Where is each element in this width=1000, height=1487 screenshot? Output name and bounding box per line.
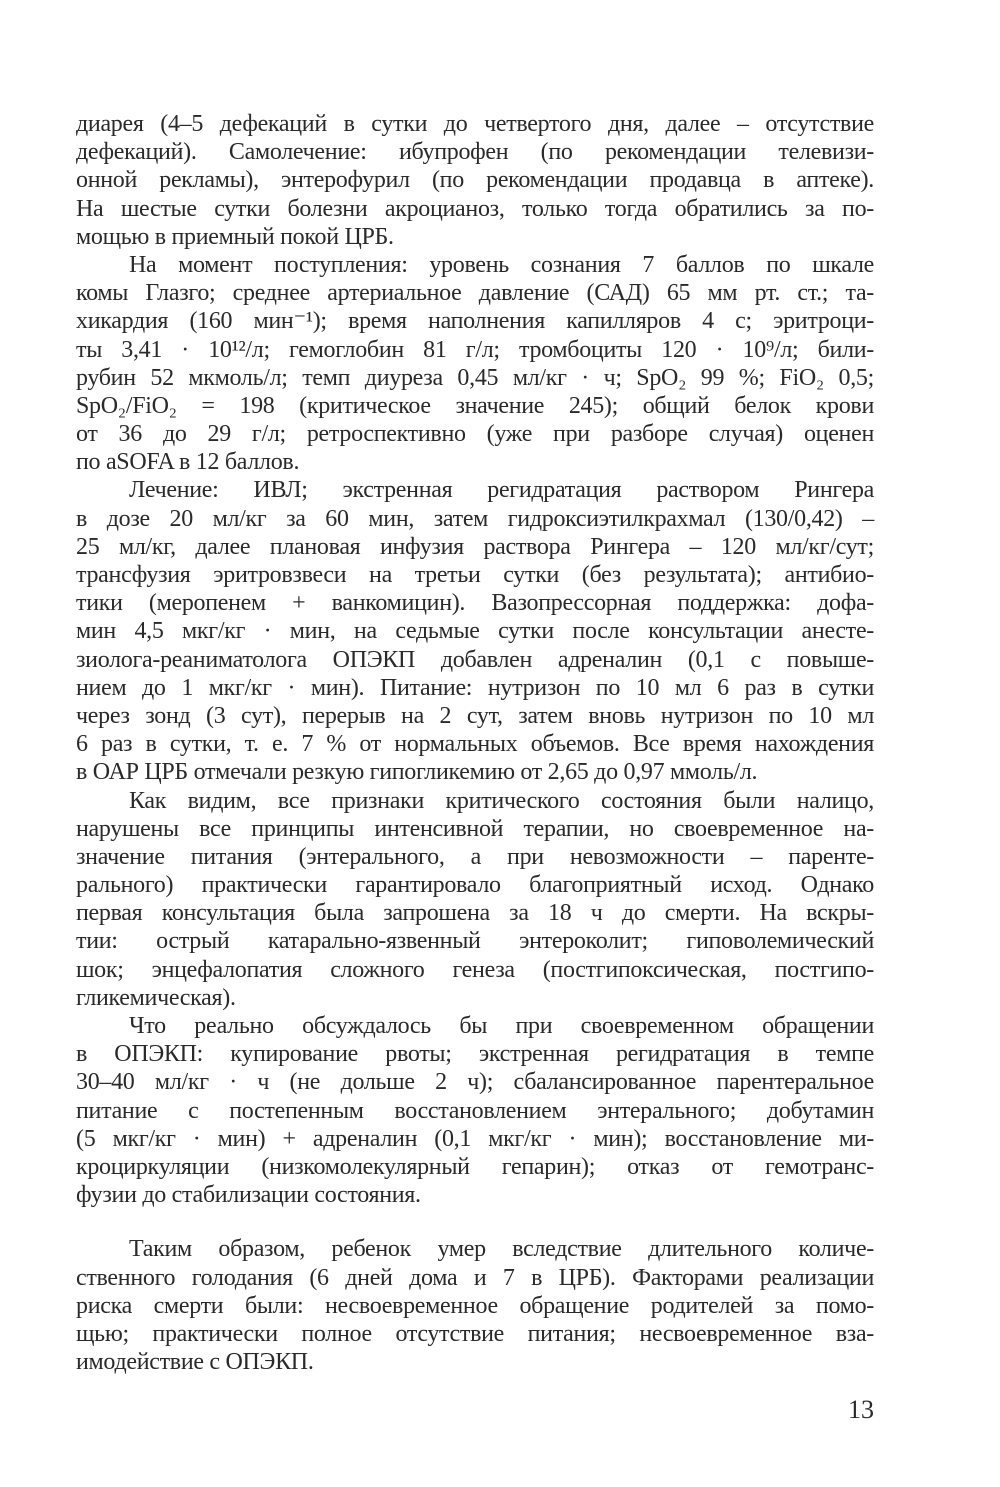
paragraph-spacer bbox=[76, 1209, 874, 1235]
text-line: тики (меропенем + ванкомицин). Вазопрессорная поддержка: дофа- bbox=[76, 590, 874, 617]
text-line: риска смерти были: несвоевременное обращение родителей за помо- bbox=[76, 1292, 874, 1319]
text-line: трансфузия эритровзвеси на третьи сутки (без результата); антибио- bbox=[76, 562, 874, 588]
paragraph-conclusion bbox=[76, 1235, 874, 1376]
text-line: рального) практически гарантировало благоприятный исход. Однако bbox=[76, 872, 874, 899]
text-line: первая консультация была запрошена за 18 ч до смерти. На вскры- bbox=[76, 900, 874, 927]
paragraph-analysis bbox=[76, 787, 874, 1013]
text-line: гликемическая). bbox=[76, 984, 236, 1011]
text-line: онной рекламы), энтерофурил (по рекомендации продавца в аптеке). bbox=[76, 167, 874, 194]
text-line: Как видим, все признаки критического состояния были налицо, bbox=[129, 787, 874, 814]
text-line: тии: острый катарально-язвенный энтероколит; гиповолемический bbox=[76, 928, 874, 955]
text-line: рубин 52 мкмоль/л; темп диуреза 0,45 мл/кг · ч; SpO₂ 99 %; FiO₂ 0,5; bbox=[76, 364, 874, 391]
text-line: имодействие с ОПЭКП. bbox=[76, 1349, 314, 1376]
text-line: от 36 до 29 г/л; ретроспективно (уже при разборе случая) оценен bbox=[76, 421, 874, 448]
text-line: Что реально обсуждалось бы при своевременном обращении bbox=[129, 1013, 874, 1039]
text-line: 6 раз в сутки, т. е. 7 % от нормальных объемов. Все время нахождения bbox=[76, 731, 874, 758]
text-line: ственного голодания (6 дней дома и 7 в ЦРБ). Факторами реализации bbox=[76, 1264, 874, 1291]
paragraph-treatment bbox=[76, 476, 874, 786]
text-line: в ОАР ЦРБ отмечали резкую гипогликемию от 2,65 до 0,97 ммоль/л. bbox=[76, 759, 758, 786]
paragraph-admission-status bbox=[76, 251, 874, 477]
text-line: дефекаций). Самолечение: ибупрофен (по рекомендации телевизи- bbox=[76, 139, 874, 166]
text-line: На шестые сутки болезни акроцианоз, только тогда обратились за по- bbox=[76, 195, 874, 222]
text-line: Таким образом, ребенок умер вследствие длительного количе- bbox=[129, 1236, 874, 1263]
text-line: комы Глазго; среднее артериальное давление (САД) 65 мм рт. ст.; та- bbox=[76, 280, 874, 307]
page-body bbox=[76, 110, 874, 1376]
text-line: 30–40 мл/кг · ч (не дольше 2 ч); сбалансированное парентеральное bbox=[76, 1069, 874, 1096]
text-line: диарея (4–5 дефекаций в сутки до четвертого дня, далее – отсутствие bbox=[76, 111, 874, 137]
text-line: зиолога-реаниматолога ОПЭКП добавлен адреналин (0,1 с повыше- bbox=[76, 646, 874, 673]
text-line: мощью в приемный покой ЦРБ. bbox=[76, 223, 394, 250]
paragraph-recommendations bbox=[76, 1012, 874, 1209]
text-line: (5 мкг/кг · мин) + адреналин (0,1 мкг/кг · мин); восстановление ми- bbox=[76, 1125, 874, 1152]
text-line: фузии до стабилизации состояния. bbox=[76, 1182, 421, 1209]
text-line: щью; практически полное отсутствие питания; несвоевременное вза- bbox=[76, 1320, 874, 1347]
text-line: значение питания (энтерального, а при невозможности – паренте- bbox=[76, 843, 874, 870]
text-line: ты 3,41 · 10¹²/л; гемоглобин 81 г/л; тромбоциты 120 · 10⁹/л; били- bbox=[76, 336, 874, 363]
text-line: питание с постепенным восстановлением энтерального; добутамин bbox=[76, 1097, 874, 1124]
text-line: мин 4,5 мкг/кг · мин, на седьмые сутки после консультации анесте- bbox=[76, 618, 874, 645]
text-line: нием до 1 мкг/кг · мин). Питание: нутризон по 10 мл 6 раз в сутки bbox=[76, 674, 874, 701]
text-line: по aSOFA в 12 баллов. bbox=[76, 449, 300, 476]
text-line: 25 мл/кг, далее плановая инфузия раствора Рингера – 120 мл/кг/сут; bbox=[76, 533, 874, 560]
text-line: через зонд (3 сут), перерыв на 2 сут, затем вновь нутризон по 10 мл bbox=[76, 702, 874, 729]
text-line: На момент поступления: уровень сознания 7 баллов по шкале bbox=[129, 251, 874, 278]
text-line: хикардия (160 мин⁻¹); время наполнения капилляров 4 с; эритроци- bbox=[76, 308, 874, 335]
text-line: Лечение: ИВЛ; экстренная регидратация раствором Рингера bbox=[129, 477, 874, 504]
text-line: шок; энцефалопатия сложного генеза (постгипоксическая, постгипо- bbox=[76, 956, 874, 983]
text-line: в дозе 20 мл/кг за 60 мин, затем гидроксиэтилкрахмал (130/0,42) – bbox=[76, 505, 874, 532]
paragraph-diarrhea-history bbox=[76, 110, 874, 251]
text-line: SpO₂/FiO₂ = 198 (критическое значение 245); общий белок крови bbox=[76, 392, 874, 419]
text-line: нарушены все принципы интенсивной терапии, но своевременное на- bbox=[76, 815, 874, 842]
text-line: в ОПЭКП: купирование рвоты; экстренная регидратация в темпе bbox=[76, 1041, 874, 1068]
text-line: кроциркуляции (низкомолекулярный гепарин); отказ от гемотранс- bbox=[76, 1153, 874, 1180]
page-number: 13 bbox=[848, 1395, 874, 1424]
